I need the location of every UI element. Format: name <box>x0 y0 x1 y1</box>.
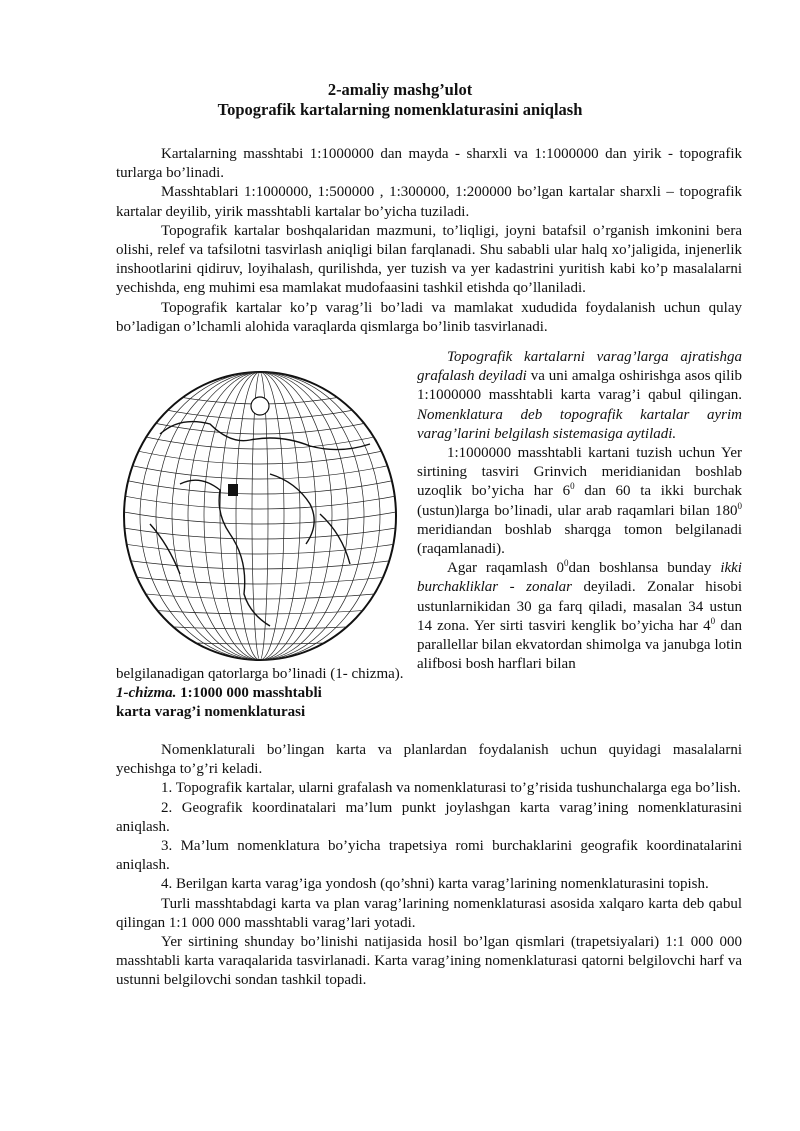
degree-mark: 0 <box>570 481 575 492</box>
figure-caption-line-2: karta varag’i nomenklaturasi <box>116 704 306 720</box>
intro-text <box>116 145 742 337</box>
figure-caption <box>116 684 516 703</box>
paragraph-6: Turli masshtabdagi karta va plan varag’larining nomenklaturasi asosida xalqaro karta deb qabul qilingan 1:1 000 000 masshtabli varag’lari yotadi. <box>116 895 742 931</box>
figure-label: 1-chizma. <box>116 685 177 701</box>
side-text-2b: dan 60 ta ikki burchak (ustun)larga bo’linadi, ular arab raqamlari bilan 180 <box>417 483 742 519</box>
degree-mark: 0 <box>737 500 742 511</box>
side-text-1: va uni amalga oshirishga asos qilib 1:1000000 masshtabli karta varag’i qabul qilingan. <box>417 368 742 404</box>
side-text-2c: meridiandan boshlab sharqga tomon belgilanadi (raqamlanadi). <box>417 521 742 558</box>
figure-caption-text: 1:1000 000 masshtabli <box>176 685 322 701</box>
paragraph-3: Topografik kartalar boshqalaridan mazmuni, to’liqligi, joyni batafsil o’rganish imkonini bera olishi, relef va tafsilotni tasvirlash aniqligi bilan farqlanadi. Shu sababli ular halq xo’jaligida, injenerlik inshootlarini qidiruv, loyihalash, qurilishda, yer tuzish va yer kadastrini yuritish kabi ko’p masalalarni yechishda, eng muhimi esa mamlakat mudofaasini tashkil etishda qo’llaniladi. <box>116 222 742 297</box>
paragraph-5: Nomenklaturali bo’lingan karta va planlardan foydalanish uchun quyidagi masalalarni yechishga to’g’ri keladi. <box>116 742 742 778</box>
nomenklatura-definition: Nomenklatura deb topografik kartalar ayrim varag’larini belgilash sistemasiga aytiladi. <box>417 406 742 442</box>
side-paragraph-3 <box>417 559 742 674</box>
list-item-2: 2. Geografik koordinatalari ma’lum punkt joylashgan karta varag’ining nomenklaturasini aniqlash. <box>116 799 742 835</box>
side-paragraph-2 <box>417 444 742 559</box>
degree-mark: 0 <box>564 558 569 569</box>
side-paragraph-1 <box>417 348 742 444</box>
list-item-3: 3. Ma’lum nomenklatura bo’yicha trapetsiya romi burchaklarini geografik koordinatalarini aniqlash. <box>116 838 742 874</box>
continuation-line: belgilanadigan qatorlarga bo’linadi (1- chizma). <box>116 666 404 682</box>
side-text <box>417 348 742 674</box>
list-item-1: 1. Topografik kartalar, ularni grafalash va nomenklaturasi to’g’risida tushunchalarga ega bo’lish. <box>161 780 741 797</box>
side-text-3d: dan parallellar bilan ekvatordan shimolga va janubga lotin alifbosi bosh harflari bilan <box>417 617 742 673</box>
side-text-3a: Agar raqamlash 0 <box>447 560 565 577</box>
paragraph-2: Masshtablari 1:1000000, 1:500000 , 1:300000, 1:200000 bo’lgan kartalar sharxli – topografik kartalar deyilib, yirik masshtabli kartalar bo’yicha tuziladi. <box>116 184 742 220</box>
tasks-text <box>116 741 742 991</box>
side-text-3c: deyiladi. Zonalar hisobi ustunlarnikidan 30 ga farq qiladi, masalan 34 ustun 14 zona. Yer sirti tasviri kenglik bo’yicha har 4 <box>417 579 742 634</box>
paragraph-1: Kartalarning masshtabi 1:1000000 dan mayda - sharxli va 1:1000000 dan yirik - topografik turlarga bo’linadi. <box>116 146 742 182</box>
grafalash-definition: Topografik kartalarni varag’larga ajratishga grafalash deyiladi <box>417 349 742 385</box>
zonalar-term: ikki burchakliklar - zonalar <box>417 560 742 596</box>
side-text-2a: 1:1000000 masshtabli kartani tuzish uchun Yer sirtining tasviri Grinvich meridianidan boshlab uzoqlik bo’yicha har 6 <box>417 445 742 500</box>
paragraph-7: Yer sirtining shunday bo’linishi natijasida hosil bo’lgan qismlari (trapetsiyalari) 1:1 000 000 masshtabli karta varaqalarida tasvirlanadi. Karta varag’ining nomenklaturasi qatorni belgilovchi harf va ustunni belgilovchi sondan tashkil topadi. <box>116 934 742 989</box>
page-title: 2-amaliy mashg’ulot <box>327 80 473 99</box>
globe-grid-figure <box>120 364 404 664</box>
degree-mark: 0 <box>710 615 716 626</box>
paragraph-4: Topografik kartalar ko’p varag’li bo’ladi va mamlakat xududida foydalanish uchun qulay bo’ladigan o’lchamli alohida varaqlarda qismlarga bo’linib tasvirlanadi. <box>116 299 742 335</box>
side-text-3b: dan boshlansa bunday <box>568 560 721 577</box>
list-item-4: 4. Berilgan karta varag’iga yondosh (qo’shni) karta varag’larining nomenklaturasini topish. <box>161 876 709 893</box>
highlighted-sheet-mark <box>228 484 238 496</box>
page-subtitle: Topografik kartalarning nomenklaturasini aniqlash <box>217 100 583 119</box>
